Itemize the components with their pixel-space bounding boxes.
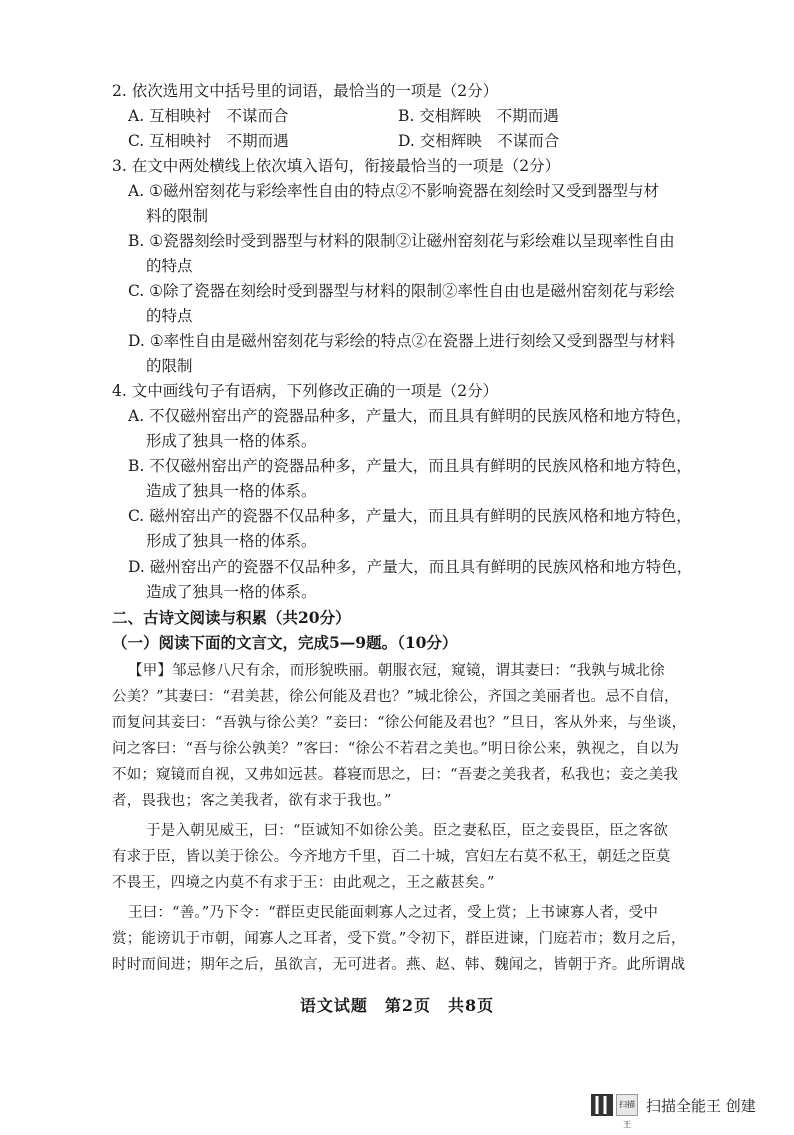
- passage-line: 【甲】邹忌修八尺有余，而形貌昳丽。朝服衣冠，窥镜，谓其妻曰：“我孰与城北徐: [128, 663, 665, 679]
- question-4-option-c-line2: 形成了独具一格的体系。: [146, 532, 317, 550]
- question-4-option-d-line1: D. 磁州窑出产的瓷器不仅品种多，产量大，而且具有鲜明的民族风格和地方特色，: [128, 558, 693, 576]
- question-3-option-d-line2: 的限制: [146, 357, 193, 375]
- question-4-option-d-line2: 造成了独具一格的体系。: [146, 583, 317, 601]
- question-4-stem: 4. 文中画线句子有语病，下列修改正确的一项是（2分）: [112, 382, 499, 400]
- question-3-option-c-line2: 的特点: [146, 307, 193, 325]
- question-4-option-b-line2: 造成了独具一格的体系。: [146, 482, 317, 500]
- question-3-option-c-line1: C. ①除了瓷器在刻绘时受到器型与材料的限制②率性自由也是磁州窑刻花与彩绘: [128, 282, 675, 300]
- passage-line: 公美？”其妻曰：“君美甚，徐公何能及君也？”城北徐公，齐国之美丽者也。忌不自信，: [112, 689, 679, 705]
- section-2-subtitle: （一）阅读下面的文言文，完成5—9题。（10分）: [112, 633, 458, 652]
- passage-line: 不畏王，四境之内莫不有求于王：由此观之，王之蔽甚矣。”: [112, 875, 495, 891]
- app-logo-icon: 扫描王: [616, 1094, 638, 1116]
- question-4-option-a-line1: A. 不仅磁州窑出产的瓷器品种多，产量大，而且具有鲜明的民族风格和地方特色，: [128, 407, 692, 425]
- question-4-option-c-line1: C. 磁州窑出产的瓷器不仅品种多，产量大，而且具有鲜明的民族风格和地方特色，: [128, 507, 692, 525]
- question-3-option-b-line2: 的特点: [146, 257, 193, 275]
- question-3-option-a-line1: A. ①磁州窑刻花与彩绘率性自由的特点②不影响瓷器在刻绘时又受到器型与材: [128, 182, 659, 200]
- passage-line: 赏；能谤讥于市朝，闻寡人之耳者，受下赏。”令初下，群臣进谏，门庭若市；数月之后，: [112, 931, 686, 947]
- question-4-option-a-line2: 形成了独具一格的体系。: [146, 432, 317, 450]
- page-footer: 语文试题 第2页 共8页: [299, 996, 495, 1015]
- passage-line: 问之客曰：“吾与徐公孰美？”客曰：“徐公不若君之美也。”明日徐公来，孰视之，自以为: [112, 741, 680, 757]
- qr-code-icon: [591, 1094, 613, 1116]
- question-2-option-b: B. 交相辉映 不期而遇: [398, 107, 559, 125]
- passage-line: 时时而间进；期年之后，虽欲言，无可进者。燕、赵、韩、魏闻之，皆朝于齐。此所谓战: [112, 957, 686, 973]
- question-2-option-c: C. 互相映衬 不期而遇: [128, 132, 289, 150]
- question-3-option-b-line1: B. ①瓷器刻绘时受到器型与材料的限制②让磁州窑刻花与彩绘难以呈现率性自由: [128, 232, 675, 250]
- section-2-title: 二、古诗文阅读与积累（共20分）: [112, 608, 351, 627]
- question-2-option-a: A. 互相映衬 不谋而合: [128, 107, 289, 125]
- passage-line: 而复问其妾曰：“吾孰与徐公美？”妾曰：“徐公何能及君也？”旦日，客从外来，与坐谈，: [112, 715, 687, 731]
- question-4-option-b-line1: B. 不仅磁州窑出产的瓷器品种多，产量大，而且具有鲜明的民族风格和地方特色，: [128, 457, 692, 475]
- passage-line: 有求于臣，皆以美于徐公。今齐地方千里，百二十城，宫妇左右莫不私王，朝廷之臣莫: [112, 849, 671, 865]
- passage-line: 王曰：“善。”乃下令：“群臣吏民能面刺寡人之过者，受上赏；上书谏寡人者，受中: [128, 905, 659, 921]
- question-3-option-a-line2: 料的限制: [146, 207, 209, 225]
- scanner-watermark: [591, 1094, 756, 1129]
- question-3-option-d-line1: D. ①率性自由是磁州窑刻花与彩绘的特点②在瓷器上进行刻绘又受到器型与材料: [128, 332, 676, 350]
- passage-line: 不如；窥镜而自视，又弗如远甚。暮寝而思之，曰：“吾妻之美我者，私我也；妾之美我: [112, 767, 679, 783]
- passage-line: 者，畏我也；客之美我者，欲有求于我也。”: [112, 793, 392, 809]
- passage-line: 于是入朝见威王，曰：“臣诚知不如徐公美。臣之妻私臣，臣之妾畏臣，臣之客欲: [146, 823, 669, 839]
- question-2-stem: 2. 依次选用文中括号里的词语，最恰当的一项是（2分）: [112, 82, 499, 100]
- watermark-text: 扫描全能王 创建: [646, 1096, 756, 1115]
- question-3-stem: 3. 在文中两处横线上依次填入语句，衔接最恰当的一项是（2分）: [112, 157, 561, 175]
- question-2-option-d: D. 交相辉映 不谋而合: [398, 132, 560, 150]
